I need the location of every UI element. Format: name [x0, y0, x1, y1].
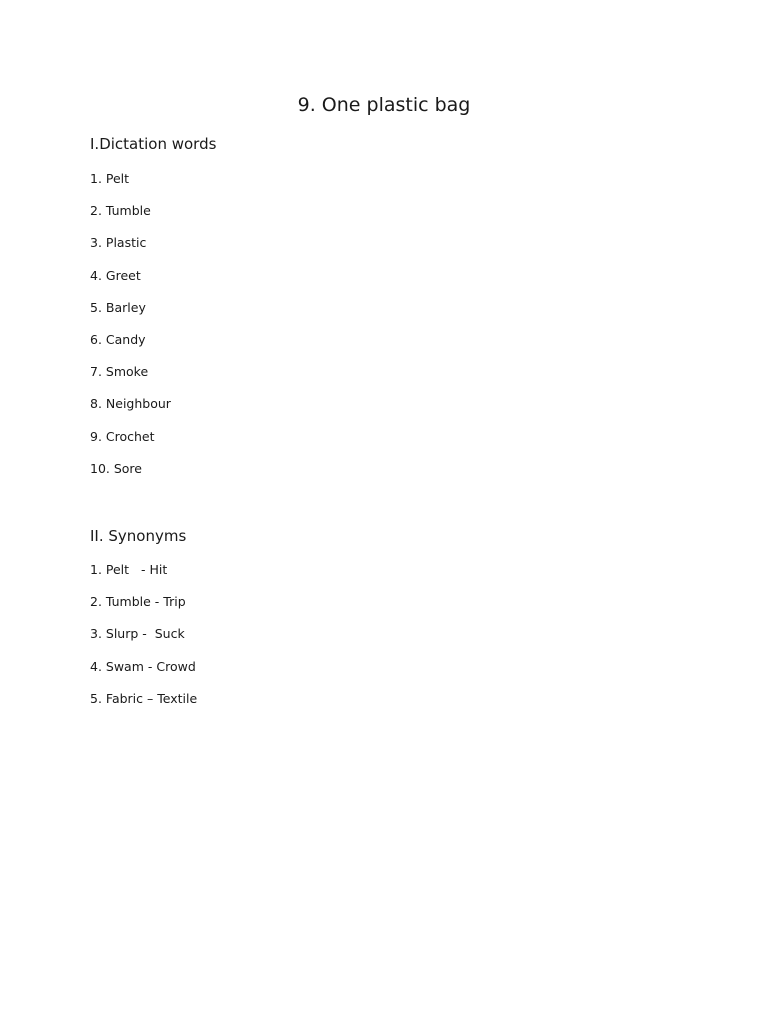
- list-item: 1. Pelt - Hit: [90, 562, 168, 577]
- list-item: 7. Smoke: [90, 364, 149, 380]
- dictation-words-list: [90, 171, 171, 493]
- list-item: 5. Fabric – Textile: [90, 690, 198, 706]
- list-item: 8. Neighbour: [90, 396, 171, 412]
- section-heading-synonyms: II. Synonyms: [90, 527, 187, 545]
- list-item: 9. Crochet: [90, 428, 155, 444]
- list-item: 6. Candy: [90, 331, 146, 347]
- list-item: 4. Greet: [90, 267, 141, 283]
- list-item: 3. Slurp - Suck: [90, 626, 185, 642]
- list-item: 1. Pelt: [90, 171, 130, 186]
- document-title: 9. One plastic bag: [297, 94, 471, 116]
- list-item: 2. Tumble: [90, 203, 151, 219]
- section-heading-dictation-words: I.Dictation words: [90, 135, 217, 153]
- list-item: 3. Plastic: [90, 235, 147, 251]
- list-item: 2. Tumble - Trip: [90, 594, 186, 610]
- list-item: 4. Swam - Crowd: [90, 658, 196, 674]
- synonyms-list: [90, 562, 197, 723]
- list-item: 10. Sore: [90, 460, 142, 476]
- list-item: 5. Barley: [90, 299, 146, 315]
